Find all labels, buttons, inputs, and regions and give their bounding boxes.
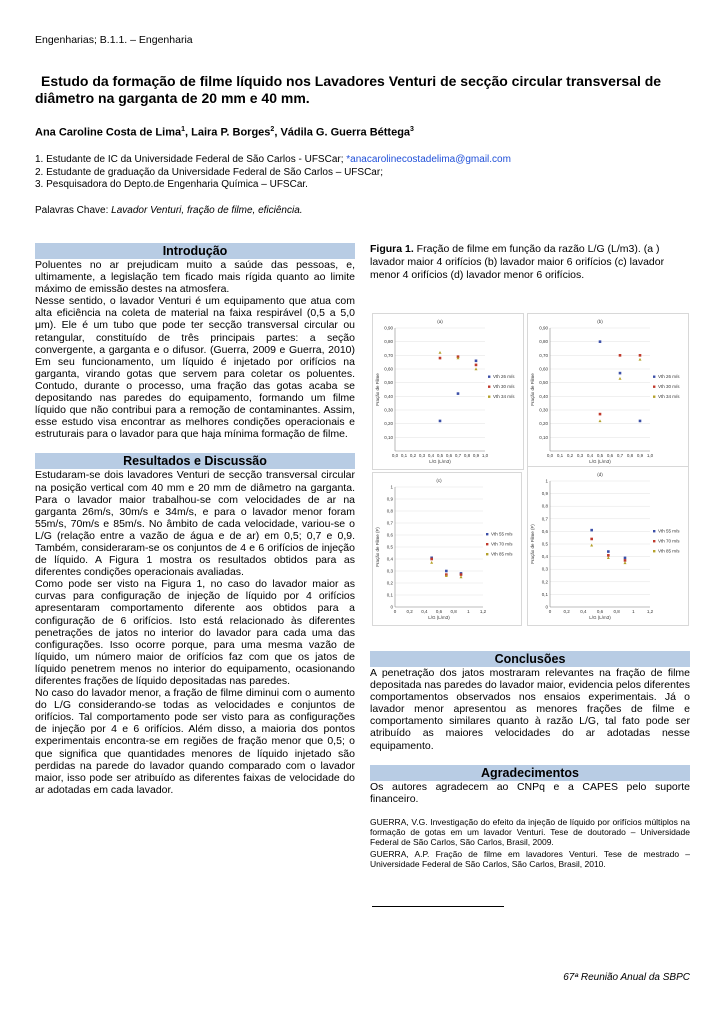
legend-label: Vth 55 m/s [491, 531, 513, 537]
author-sup: 3 [410, 126, 414, 133]
chart-panel-b [527, 313, 689, 470]
x-tick-label: 0,2 [409, 453, 417, 458]
x-tick-label: 0,6 [445, 453, 453, 458]
affiliations [35, 154, 695, 192]
x-axis-label: L/G (L/m3) [429, 459, 451, 464]
chart-c [373, 473, 521, 625]
intro-body [35, 259, 355, 440]
results-body [35, 469, 355, 796]
data-point [639, 420, 642, 423]
data-point [599, 413, 602, 416]
x-tick-label: 0,8 [463, 453, 471, 458]
legend-marker [488, 376, 490, 378]
legend-marker [653, 376, 655, 378]
x-tick-label: 0,7 [616, 453, 624, 458]
y-tick-label: 0,9 [386, 496, 393, 502]
results-heading: Resultados e Discussão [35, 453, 355, 469]
data-point [619, 377, 622, 380]
chart-d [528, 467, 688, 625]
y-tick-label: 0 [390, 604, 393, 610]
data-point [430, 561, 433, 564]
legend-marker [488, 396, 490, 398]
x-tick-label: 0,2 [563, 609, 570, 614]
data-point [475, 360, 478, 363]
x-tick-label: 0,6 [606, 453, 614, 458]
legend-marker [653, 530, 655, 532]
chart-b [528, 314, 688, 469]
legend-marker [653, 386, 655, 388]
intro-heading: Introdução [35, 243, 355, 259]
footer-text: 67ª Reunião Anual da SBPC [563, 972, 690, 983]
y-tick-label: 0,50 [384, 380, 393, 386]
x-tick-label: 0,9 [636, 453, 644, 458]
x-tick-label: 0 [393, 609, 397, 614]
x-tick-label: 0,2 [566, 453, 574, 458]
x-tick-label: 0,4 [421, 609, 428, 614]
x-tick-label: 0,3 [576, 453, 584, 458]
legend-label: Vth 34 m/s [493, 394, 515, 399]
legend-marker [486, 533, 488, 535]
y-axis-label: Fração de Filme (F) [375, 527, 380, 567]
y-tick-label: 0,60 [384, 366, 393, 372]
data-point [590, 538, 593, 541]
x-tick-label: 0,6 [596, 609, 604, 614]
data-point [607, 554, 610, 557]
data-point [445, 570, 448, 573]
y-tick-label: 0,6 [541, 528, 548, 534]
data-point [624, 557, 627, 560]
acknowledgments-body: Os autores agradecem ao CNPq e a CAPES pelo suporte financeiro. [370, 780, 690, 805]
legend-label: Vth 70 m/s [658, 538, 680, 544]
author-sup: 1 [181, 126, 185, 133]
results-paragraph: Estudaram-se dois lavadores Venturi de secção transversal circular na posição vertical com 40 mm e 20 mm de diâmetro na garganta. Para o lavador maior trabalhou-se com velocidades de ar na garganta 26m/s, 30m/s e 34m/s, e para o lavador menor foram 55m/s, 70m/s e 85m/s. No âmbito de cada velocidade, variou-se o L/G (relação entre a vazão de água e de ar) em 0,5; 0,7 e 0,9. Também, consideraram-se os conjuntos de 4 e 6 orifícios de injeção de líquido. A Figura 1 mostra os resultados obtidos para as diferentes condições operacionais avaliadas. [35, 469, 355, 579]
author-sup: 2 [270, 126, 275, 133]
legend-label: Vth 26 m/s [658, 374, 680, 379]
x-axis-label: L/G (L/m3) [589, 459, 611, 464]
legend-label: Vth 34 m/s [658, 394, 680, 399]
data-point [624, 561, 627, 564]
y-axis-label: Fração de Filme [530, 373, 535, 406]
data-point [639, 358, 642, 361]
y-tick-label: 0,10 [384, 434, 393, 440]
chart-panel-c [372, 472, 522, 626]
x-axis-label: L/G (L/m3) [428, 615, 450, 620]
legend-marker [653, 396, 655, 398]
y-tick-label: 0,4 [541, 554, 548, 560]
references [370, 817, 690, 869]
right-lower-column [370, 651, 690, 871]
y-axis-label: Fração de Filme (F) [530, 524, 535, 564]
affiliation-1: 1. Estudante de IC da Universidade Federal de São Carlos - UFSCar; *anacarolinecostadelima@gmail.com [35, 154, 511, 165]
data-point [619, 354, 622, 357]
y-tick-label: 0,1 [386, 592, 393, 598]
legend-marker [488, 386, 490, 388]
results-paragraph: No caso do lavador menor, a fração de filme diminui com o aumento do L/G considerando-se todas as velocidades e conjuntos de orifícios. Tal comportamento pode ser visto para as configurações de injeção por 4 e 6 orifícios. Além disso, a maioria dos pontos experimentais encontra-se em regiões de fração menor que 0,5; o que significa que quantidades menores de líquido injetado são perdidas na parede do lavador quando comparado com o lavador maior, isso pode ser atribuído as diferentes faixas de velocidade do ar adotadas em cada lavador. [35, 687, 355, 796]
x-tick-label: 0,5 [596, 453, 604, 458]
intro-paragraph: Poluentes no ar prejudicam muito a saúde das pessoas, e, ultimamente, a legislação tem ficado mais rígida quanto ao limite máximo de emissão destes na atmosfera. [35, 259, 355, 296]
data-point [439, 420, 442, 423]
acknowledgments-heading: Agradecimentos [370, 765, 690, 781]
x-tick-label: 0,4 [427, 453, 435, 458]
legend-marker [653, 550, 655, 552]
author-list: Ana Caroline Costa de Lima$^1$, Laira P. Borges$^2$, Vádila G. Guerra Béttega$^3$ [35, 126, 414, 139]
y-tick-label: 0,4 [386, 556, 393, 562]
x-tick-label: 1 [467, 609, 470, 614]
y-tick-label: 0,7 [541, 516, 548, 522]
y-tick-label: 0,20 [539, 421, 548, 427]
divider-line [372, 906, 504, 907]
y-tick-label: 0,20 [384, 421, 393, 427]
x-tick-label: 0,4 [586, 453, 594, 458]
y-tick-label: 0,60 [539, 366, 548, 372]
legend-marker [486, 553, 488, 555]
chart-panel-d [527, 466, 689, 626]
x-tick-label: 0,3 [418, 453, 426, 458]
legend-label: Vth 70 m/s [491, 541, 513, 547]
author-name: Ana Caroline Costa de Lima [35, 126, 182, 139]
data-point [639, 354, 642, 357]
y-tick-label: 0,1 [541, 591, 548, 597]
y-tick-label: 0,5 [386, 544, 393, 550]
figure-label: Figura 1. [370, 243, 414, 255]
chart-title: (c) [436, 478, 442, 483]
y-tick-label: 0,70 [539, 352, 548, 358]
affiliation-2: 2. Estudante de graduação da Universidade Federal de São Carlos – UFSCar; [35, 166, 383, 178]
y-tick-label: 0,10 [539, 434, 548, 440]
x-tick-label: 0,5 [436, 453, 444, 458]
conclusions-heading: Conclusões [370, 651, 690, 667]
y-tick-label: 0 [545, 604, 548, 610]
y-tick-label: 0,90 [384, 325, 393, 331]
author-name: Laira P. Borges [191, 126, 271, 139]
data-point [624, 559, 627, 562]
legend-label: Vth 30 m/s [658, 384, 680, 389]
conclusions-body: A penetração dos jatos mostraram relevantes na fração de filme depositada nas paredes do lavador maior, evidencia pelos diferentes comportamentos observados nos ensaios experimentais. Já o lavador menor apresentou as menores frações de filme e comportamento similares quanto à razão L/G, tal fato pode ser atribuído as maiores velocidades do ar adotadas nesse equipamento. [370, 667, 690, 752]
y-tick-label: 0,80 [539, 339, 548, 345]
x-tick-label: 1,0 [481, 453, 489, 458]
keywords: Palavras Chave: Lavador Venturi, fração de filme, eficiência. [35, 205, 303, 216]
y-tick-label: 0,30 [539, 407, 548, 413]
chart-title: (a) [437, 319, 443, 324]
legend-label: Vth 85 m/s [658, 548, 680, 554]
results-paragraph: Como pode ser visto na Figura 1, no caso do lavador maior as curvas para configuração de injeção de líquido por 4 orifícios apresentaram comportamento diferente aos obtidos para a configuração de 6 orifícios. Isto está relacionado às diferentes penetrações de jatos no interior do lavador para cada uma das configurações. Isso ocorre porque, para uma mesma vazão de líquido, um número maior de orifícios faz com que os jatos de líquido penetrem menos no interior do equipamento, ocasionando diferentes frações de líquido depositadas nas paredes. [35, 578, 355, 687]
x-tick-label: 0,2 [406, 609, 413, 614]
y-tick-label: 0,50 [539, 380, 548, 386]
figure-caption [370, 243, 690, 282]
y-tick-label: 1 [545, 478, 548, 484]
y-tick-label: 0,30 [384, 407, 393, 413]
legend-marker [486, 543, 488, 545]
paper-title: Estudo da formação de filme líquido nos Lavadores Venturi de secção circular transversal de diâmetro na garganta de 20 mm e 40 mm. [35, 73, 662, 106]
x-tick-label: 0 [548, 609, 552, 614]
x-tick-label: 0,8 [450, 609, 457, 614]
y-tick-label: 1 [390, 484, 393, 490]
x-tick-label: 0,0 [391, 453, 399, 458]
data-point [430, 558, 433, 561]
x-tick-label: 0,7 [454, 453, 462, 458]
header-line: Engenharias; B.1.1. – Engenharia [35, 34, 193, 46]
y-tick-label: 0,80 [384, 339, 393, 345]
y-tick-label: 0,5 [541, 541, 548, 547]
x-tick-label: 0,1 [556, 453, 564, 458]
x-tick-label: 0,8 [626, 453, 634, 458]
chart-title: (b) [597, 319, 603, 324]
x-tick-label: 1,0 [646, 453, 654, 458]
y-tick-label: 0,3 [386, 568, 393, 574]
y-tick-label: 0,90 [539, 325, 548, 331]
chart-a [373, 314, 523, 469]
data-point [439, 357, 442, 360]
x-tick-label: 1 [632, 609, 635, 614]
y-tick-label: 0,40 [384, 393, 393, 399]
data-point [607, 550, 610, 553]
data-point [599, 419, 602, 422]
x-tick-label: 1,2 [646, 609, 654, 614]
legend-label: Vth 26 m/s [493, 374, 515, 379]
chart-title: (d) [597, 472, 603, 477]
y-tick-label: 0,6 [386, 532, 393, 538]
legend-marker [653, 540, 655, 542]
data-point [439, 351, 442, 354]
author-name: Vádila G. Guerra Béttega [280, 126, 411, 139]
y-tick-label: 0,8 [541, 503, 548, 509]
affiliation-3: 3. Pesquisadora do Depto.de Engenharia Química – UFSCar. [35, 179, 308, 190]
y-tick-label: 0,2 [386, 580, 393, 586]
reference-item: GUERRA, V.G. Investigação do efeito da injeção de líquido por orifícios múltiplos na formação de gotas em um lavador Venturi. Tese de doutorado – Universidade Federal de São Carlos, São Carlos, Brasil, 2009. [370, 816, 690, 847]
x-tick-label: 0,6 [435, 609, 443, 614]
data-point [619, 372, 622, 375]
y-tick-label: 0,3 [541, 566, 548, 572]
x-tick-label: 0,9 [472, 453, 480, 458]
y-axis-label: Fração de Filme [375, 373, 380, 406]
intro-paragraph: Nesse sentido, o lavador Venturi é um equipamento que atua com alta eficiência na coleta de material na faixa respirável (0,5 a 5,0 μm). Ele é um tubo que pode ter secção transversal circular ou retangular, constituído de três principais partes: a seção convergente, a garganta e o difusor. (Guerra, 2009 e Guerra, 2010) Em seu funcionamento, um líquido é injetado por orifícios na garganta, virando gotas que servem para coletar os poluentes. Contudo, durante o processo, uma fração das gotas acaba se depositando nas paredes do equipamento, formando um filme líquido que não contribui para a remoção de contaminantes. Assim, esse estudo visa encontrar as melhores condições operacionais e estruturais para o lavador para que haja mínima formação de filme. [35, 295, 355, 441]
x-tick-label: 1,2 [479, 609, 487, 614]
reference-item: GUERRA, A.P. Fração de filme em lavadores Venturi. Tese de mestrado – Universidade Federal de São Carlos, São Carlos, Brasil, 2010. [370, 848, 690, 869]
x-axis-label: L/G (L/m3) [589, 615, 611, 620]
data-point [599, 340, 602, 343]
x-tick-label: 0,8 [613, 609, 620, 614]
figure-caption-text: Fração de filme em função da razão L/G (L/m3). (a ) lavador maior 4 orifícios (b) lavador maior 6 orifícios (c) lavador menor 4 orifícios (d) lavador menor 6 orifícios. [370, 243, 665, 281]
x-tick-label: 0,0 [546, 453, 554, 458]
left-column [35, 243, 355, 796]
y-tick-label: 0,8 [386, 508, 393, 514]
email-link[interactable]: *anacarolinecostadelima@gmail.com [346, 154, 511, 165]
legend-label: Vth 55 m/s [658, 528, 680, 534]
legend-label: Vth 85 m/s [491, 551, 513, 557]
y-tick-label: 0,40 [539, 393, 548, 399]
data-point [457, 392, 460, 395]
y-tick-label: 0,9 [541, 491, 548, 497]
y-tick-label: 0,2 [541, 579, 548, 585]
x-tick-label: 0,1 [400, 453, 408, 458]
chart-panel-a [372, 313, 524, 470]
x-tick-label: 0,4 [580, 609, 587, 614]
y-tick-label: 0,7 [386, 520, 393, 526]
legend-label: Vth 30 m/s [493, 384, 515, 389]
data-point [590, 529, 593, 532]
keywords-value: Lavador Venturi, fração de filme, eficiência. [111, 205, 303, 216]
data-point [475, 364, 478, 367]
y-tick-label: 0,70 [384, 352, 393, 358]
